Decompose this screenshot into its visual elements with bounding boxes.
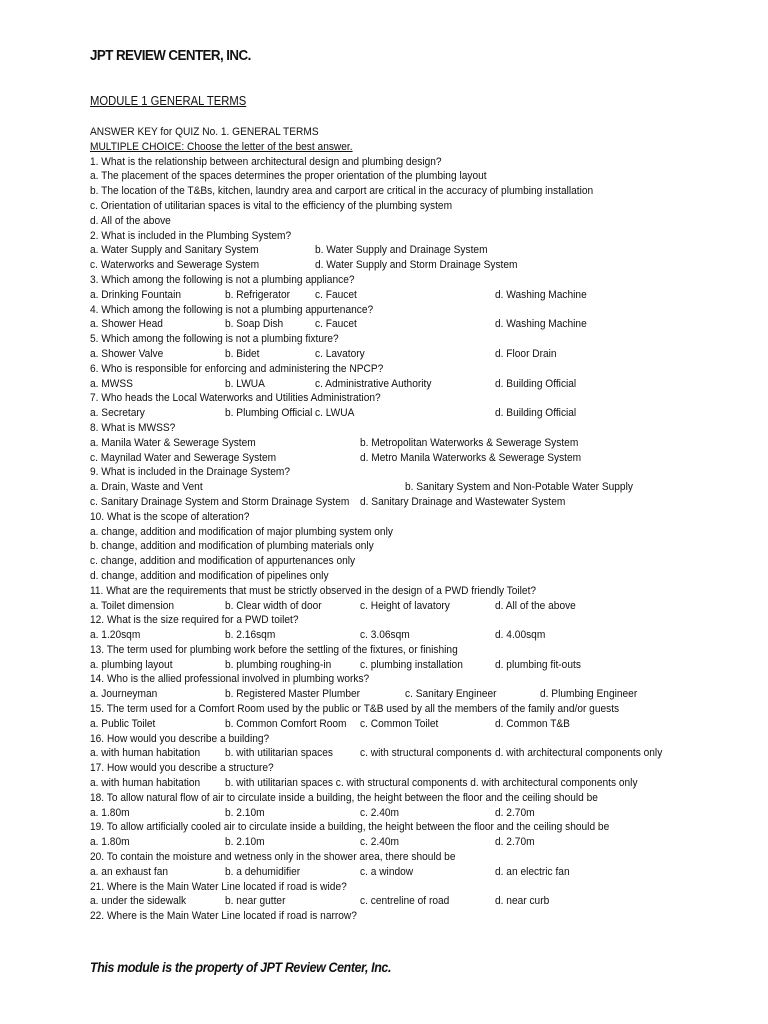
question-line — [90, 362, 690, 377]
choice-row — [90, 687, 690, 702]
choice-text: c. change, addition and modification of appurtenances only — [90, 555, 356, 568]
choice-text: d. Building Official — [495, 407, 577, 420]
choice-text: b. Refrigerator — [225, 288, 290, 301]
question-line — [90, 613, 690, 628]
choice-text: a. plumbing layout — [90, 658, 173, 671]
choice-text: c. Orientation of utilitarian spaces is vital to the efficiency of the plumbing system — [90, 199, 453, 212]
choice-row — [90, 658, 690, 673]
choice-text: b. change, addition and modification of plumbing materials only — [90, 540, 374, 553]
choice-text: b. 2.10m — [225, 806, 265, 819]
quiz-content — [90, 125, 690, 924]
question-line — [90, 909, 690, 924]
choice-row — [90, 406, 690, 421]
choice-row — [90, 599, 690, 614]
choice-text: d. Metro Manila Waterworks & Sewerage System — [360, 451, 582, 464]
choice-text: a. Shower Valve — [90, 347, 164, 360]
question-text: 12. What is the size required for a PWD toilet? — [90, 614, 299, 627]
question-line — [90, 820, 690, 835]
question-line — [90, 465, 690, 480]
choice-row — [90, 894, 690, 909]
choice-text: a. Water Supply and Sanitary System — [90, 244, 259, 257]
choice-row — [90, 480, 690, 495]
choice-text: c. Height of lavatory — [360, 599, 450, 612]
choice-text: a. Public Toilet — [90, 717, 156, 730]
choice-text: a. Drain, Waste and Vent — [90, 481, 203, 494]
choice-text: c. a window — [360, 865, 414, 878]
choice-line — [90, 214, 690, 229]
choice-text: a. MWSS — [90, 377, 133, 390]
choice-row — [90, 495, 690, 510]
quiz-lines — [90, 155, 690, 924]
choice-text: a. an exhaust fan — [90, 865, 169, 878]
question-text: 5. Which among the following is not a plumbing fixture? — [90, 333, 339, 346]
question-line — [90, 732, 690, 747]
choice-text: a. under the sidewalk — [90, 895, 187, 908]
choice-text: a. Shower Head — [90, 318, 163, 331]
choice-text: a. Manila Water & Sewerage System — [90, 436, 256, 449]
choice-row — [90, 451, 690, 466]
choice-text: b. with utilitarian spaces c. with structural components d. with architectural components only — [225, 777, 638, 790]
question-text: 1. What is the relationship between architectural design and plumbing design? — [90, 155, 442, 168]
choice-text: a. Drinking Fountain — [90, 288, 181, 301]
choice-text: b. Metropolitan Waterworks & Sewerage System — [360, 436, 579, 449]
choice-text: b. 2.10m — [225, 836, 265, 849]
choice-row — [90, 806, 690, 821]
choice-line — [90, 169, 690, 184]
choice-text: c. with structural components — [360, 747, 492, 760]
question-text: 14. Who is the allied professional involved in plumbing works? — [90, 673, 370, 686]
choice-line — [90, 199, 690, 214]
choice-text: a. with human habitation — [90, 747, 201, 760]
question-text: 17. How would you describe a structure? — [90, 762, 274, 775]
question-text: 4. Which among the following is not a plumbing appurtenance? — [90, 303, 374, 316]
choice-row — [90, 436, 690, 451]
question-text: 20. To contain the moisture and wetness only in the shower area, there should be — [90, 851, 456, 864]
choice-row — [90, 776, 690, 791]
choice-text: a. Secretary — [90, 407, 145, 420]
choice-text: c. Lavatory — [315, 347, 365, 360]
choice-text: b. Registered Master Plumber — [225, 688, 361, 701]
choice-row — [90, 628, 690, 643]
question-text: 18. To allow natural flow of air to circulate inside a building, the height between the floor and the ceiling should be — [90, 791, 598, 804]
question-line — [90, 229, 690, 244]
choice-text: c. LWUA — [315, 407, 355, 420]
choice-text: b. Sanitary System and Non-Potable Water Supply — [405, 481, 633, 494]
question-text: 10. What is the scope of alteration? — [90, 510, 250, 523]
question-text: 3. Which among the following is not a plumbing appliance? — [90, 273, 355, 286]
question-text: 19. To allow artificially cooled air to circulate inside a building, the height between the floor and the ceiling should be — [90, 821, 610, 834]
choice-text: a. 1.80m — [90, 836, 130, 849]
choice-row — [90, 243, 690, 258]
question-text: 9. What is included in the Drainage System? — [90, 466, 291, 479]
choice-text: c. centreline of road — [360, 895, 450, 908]
choice-text: c. 2.40m — [360, 806, 399, 819]
choice-row — [90, 717, 690, 732]
choice-row — [90, 865, 690, 880]
document-footer: This module is the property of JPT Review Center, Inc. — [90, 960, 392, 975]
choice-text: d. with architectural components only — [495, 747, 663, 760]
question-line — [90, 791, 690, 806]
choice-line — [90, 569, 690, 584]
question-line — [90, 273, 690, 288]
choice-text: d. Floor Drain — [495, 347, 557, 360]
choice-text: c. 3.06sqm — [360, 629, 410, 642]
document-header: JPT REVIEW CENTER, INC. — [90, 48, 251, 64]
question-line — [90, 421, 690, 436]
choice-text: d. All of the above — [90, 214, 171, 227]
question-line — [90, 702, 690, 717]
choice-text: d. Washing Machine — [495, 318, 587, 331]
choice-text: b. Common Comfort Room — [225, 717, 347, 730]
choice-text: a. Toilet dimension — [90, 599, 175, 612]
question-line — [90, 332, 690, 347]
choice-text: d. All of the above — [495, 599, 576, 612]
choice-line — [90, 525, 690, 540]
instructions: MULTIPLE CHOICE: Choose the letter of the best answer. — [90, 140, 353, 153]
choice-text: b. Plumbing Official — [225, 407, 313, 420]
choice-text: c. plumbing installation — [360, 658, 463, 671]
choice-row — [90, 377, 690, 392]
answer-key-title: ANSWER KEY for QUIZ No. 1. GENERAL TERMS — [90, 126, 319, 138]
choice-text: c. Sanitary Drainage System and Storm Drainage System — [90, 495, 350, 508]
choice-row — [90, 347, 690, 362]
choice-text: a. 1.20sqm — [90, 629, 141, 642]
choice-text: c. Maynilad Water and Sewerage System — [90, 451, 277, 464]
choice-text: b. plumbing roughing-in — [225, 658, 332, 671]
question-line — [90, 584, 690, 599]
question-text: 8. What is MWSS? — [90, 421, 176, 434]
question-line — [90, 510, 690, 525]
module-title: MODULE 1 GENERAL TERMS — [90, 94, 247, 108]
choice-text: b. near gutter — [225, 895, 286, 908]
choice-text: b. Clear width of door — [225, 599, 322, 612]
choice-text: c. 2.40m — [360, 836, 399, 849]
choice-row — [90, 746, 690, 761]
choice-text: b. Soap Dish — [225, 318, 284, 331]
choice-text: b. The location of the T&Bs, kitchen, laundry area and carport are critical in the accuracy of plumbing installation — [90, 185, 594, 198]
choice-text: d. Building Official — [495, 377, 577, 390]
choice-text: d. Washing Machine — [495, 288, 587, 301]
choice-text: b. 2.16sqm — [225, 629, 276, 642]
question-text: 22. Where is the Main Water Line located if road is narrow? — [90, 910, 357, 923]
choice-text: d. 2.70m — [495, 806, 535, 819]
choice-line — [90, 539, 690, 554]
choice-text: b. Water Supply and Drainage System — [315, 244, 488, 257]
choice-text: d. Common T&B — [495, 717, 570, 730]
question-text: 15. The term used for a Comfort Room used by the public or T&B used by all the members of the family and/or guests — [90, 703, 620, 716]
choice-text: d. 2.70m — [495, 836, 535, 849]
choice-text: d. change, addition and modification of pipelines only — [90, 569, 329, 582]
choice-text: d. an electric fan — [495, 865, 570, 878]
choice-text: a. change, addition and modification of major plumbing system only — [90, 525, 393, 538]
choice-text: c. Faucet — [315, 288, 357, 301]
question-line — [90, 391, 690, 406]
question-text: 13. The term used for plumbing work before the settling of the fixtures, or finishing — [90, 643, 458, 656]
choice-text: b. Bidet — [225, 347, 260, 360]
question-text: 16. How would you describe a building? — [90, 732, 270, 745]
choice-text: d. plumbing fit-outs — [495, 658, 581, 671]
choice-text: d. 4.00sqm — [495, 629, 546, 642]
choice-text: c. Waterworks and Sewerage System — [90, 259, 260, 272]
question-text: 2. What is included in the Plumbing System? — [90, 229, 292, 242]
choice-text: b. with utilitarian spaces — [225, 747, 333, 760]
choice-text: c. Faucet — [315, 318, 357, 331]
choice-text: a. The placement of the spaces determines the proper orientation of the plumbing layout — [90, 170, 487, 183]
choice-text: d. near curb — [495, 895, 550, 908]
choice-line — [90, 184, 690, 199]
question-text: 7. Who heads the Local Waterworks and Utilities Administration? — [90, 392, 381, 405]
choice-text: a. with human habitation — [90, 777, 201, 790]
choice-text: d. Water Supply and Storm Drainage System — [315, 259, 518, 272]
choice-line — [90, 554, 690, 569]
choice-text: a. 1.80m — [90, 806, 130, 819]
question-line — [90, 761, 690, 776]
question-text: 6. Who is responsible for enforcing and administering the NPCP? — [90, 362, 384, 375]
question-line — [90, 303, 690, 318]
question-text: 11. What are the requirements that must be strictly observed in the design of a PWD friendly Toilet? — [90, 584, 537, 597]
question-line — [90, 672, 690, 687]
choice-text: b. a dehumidifier — [225, 865, 301, 878]
question-line — [90, 880, 690, 895]
choice-row — [90, 835, 690, 850]
question-line — [90, 155, 690, 170]
choice-text: a. Journeyman — [90, 688, 158, 701]
question-text: 21. Where is the Main Water Line located if road is wide? — [90, 880, 347, 893]
choice-text: b. LWUA — [225, 377, 265, 390]
question-line — [90, 850, 690, 865]
choice-text: c. Administrative Authority — [315, 377, 432, 390]
choice-row — [90, 288, 690, 303]
question-line — [90, 643, 690, 658]
choice-text: d. Sanitary Drainage and Wastewater System — [360, 495, 566, 508]
choice-row — [90, 317, 690, 332]
choice-row — [90, 258, 690, 273]
choice-text: c. Sanitary Engineer — [405, 688, 497, 701]
choice-text: d. Plumbing Engineer — [540, 688, 638, 701]
choice-text: c. Common Toilet — [360, 717, 439, 730]
